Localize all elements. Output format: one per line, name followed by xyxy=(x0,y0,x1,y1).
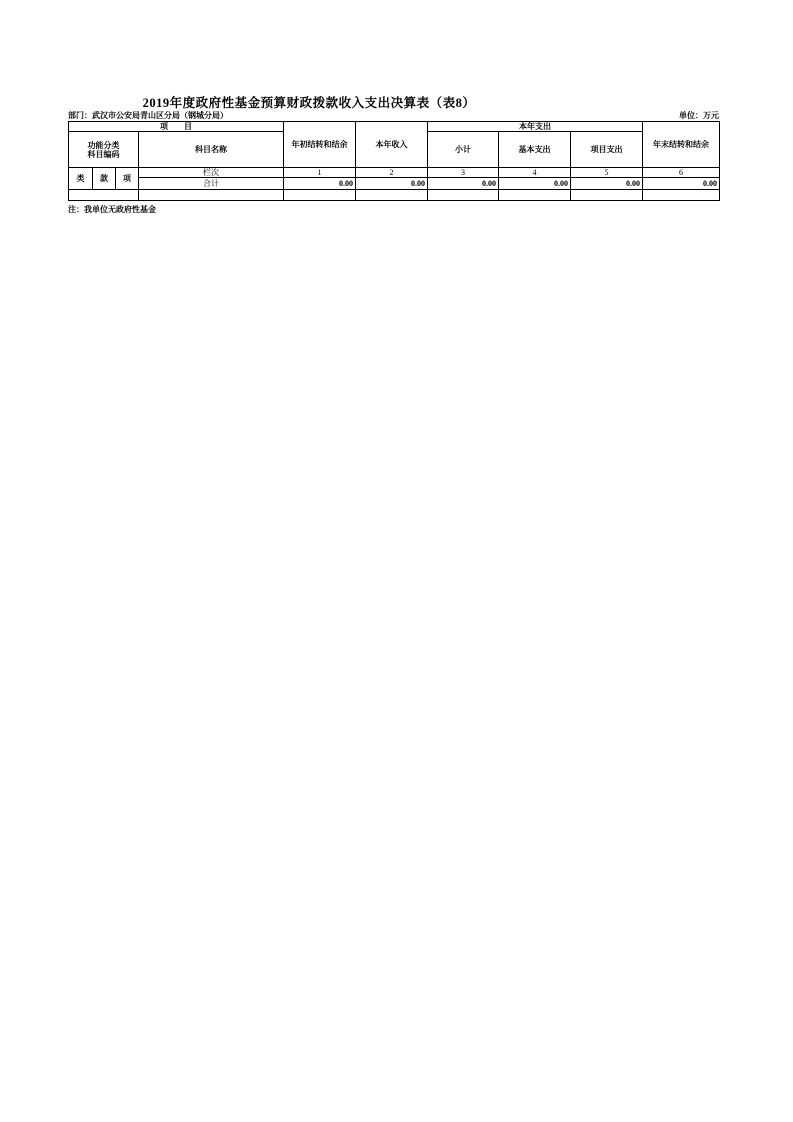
total-value: 0.00 xyxy=(356,178,428,190)
column-number-cell: 2 xyxy=(356,168,428,178)
empty-cell xyxy=(356,190,428,201)
header-year-income: 本年收入 xyxy=(356,122,428,168)
unit-label: 单位：万元 xyxy=(679,111,719,120)
empty-cell xyxy=(139,190,284,201)
header-func-code-line1: 功能分类 xyxy=(87,140,120,150)
header-project: 项 目 xyxy=(69,122,284,132)
header-subtotal: 小计 xyxy=(428,132,499,168)
column-number-cell: 4 xyxy=(499,168,571,178)
column-number-cell: 5 xyxy=(571,168,643,178)
empty-cell xyxy=(428,190,499,201)
budget-table xyxy=(68,121,720,201)
header-project-expense: 项目支出 xyxy=(571,132,643,168)
total-value: 0.00 xyxy=(499,178,571,190)
header-end-balance: 年末结转和结余 xyxy=(643,122,720,168)
total-value: 0.00 xyxy=(284,178,356,190)
column-number-cell: 6 xyxy=(643,168,720,178)
total-value: 0.00 xyxy=(571,178,643,190)
total-value: 0.00 xyxy=(643,178,720,190)
header-year-expense: 本年支出 xyxy=(428,122,643,132)
empty-cell xyxy=(499,190,571,201)
total-value: 0.00 xyxy=(428,178,499,190)
header-sec: 款 xyxy=(93,168,116,190)
empty-cell xyxy=(284,190,356,201)
header-subject-name: 科目名称 xyxy=(139,132,284,168)
header-basic-expense: 基本支出 xyxy=(499,132,571,168)
header-begin-balance: 年初结转和结余 xyxy=(284,122,356,168)
empty-cell xyxy=(643,190,720,201)
column-number-cell: 3 xyxy=(428,168,499,178)
page-title: 2019年度政府性基金预算财政拨款收入支出决算表（表8） xyxy=(142,96,476,110)
header-item: 项 xyxy=(116,168,139,190)
department-label: 部门：武汉市公安局青山区分局（钢城分局） xyxy=(68,111,228,120)
header-cat: 类 xyxy=(69,168,93,190)
note-text: 注：我单位无政府性基金 xyxy=(68,205,156,214)
empty-cell xyxy=(69,190,139,201)
header-func-code-line2: 科目编码 xyxy=(87,149,120,159)
column-number-cell: 1 xyxy=(284,168,356,178)
header-func-code xyxy=(69,132,139,168)
total-row-label: 合计 xyxy=(139,178,284,190)
header-column-row-label: 栏次 xyxy=(139,168,284,178)
empty-cell xyxy=(571,190,643,201)
